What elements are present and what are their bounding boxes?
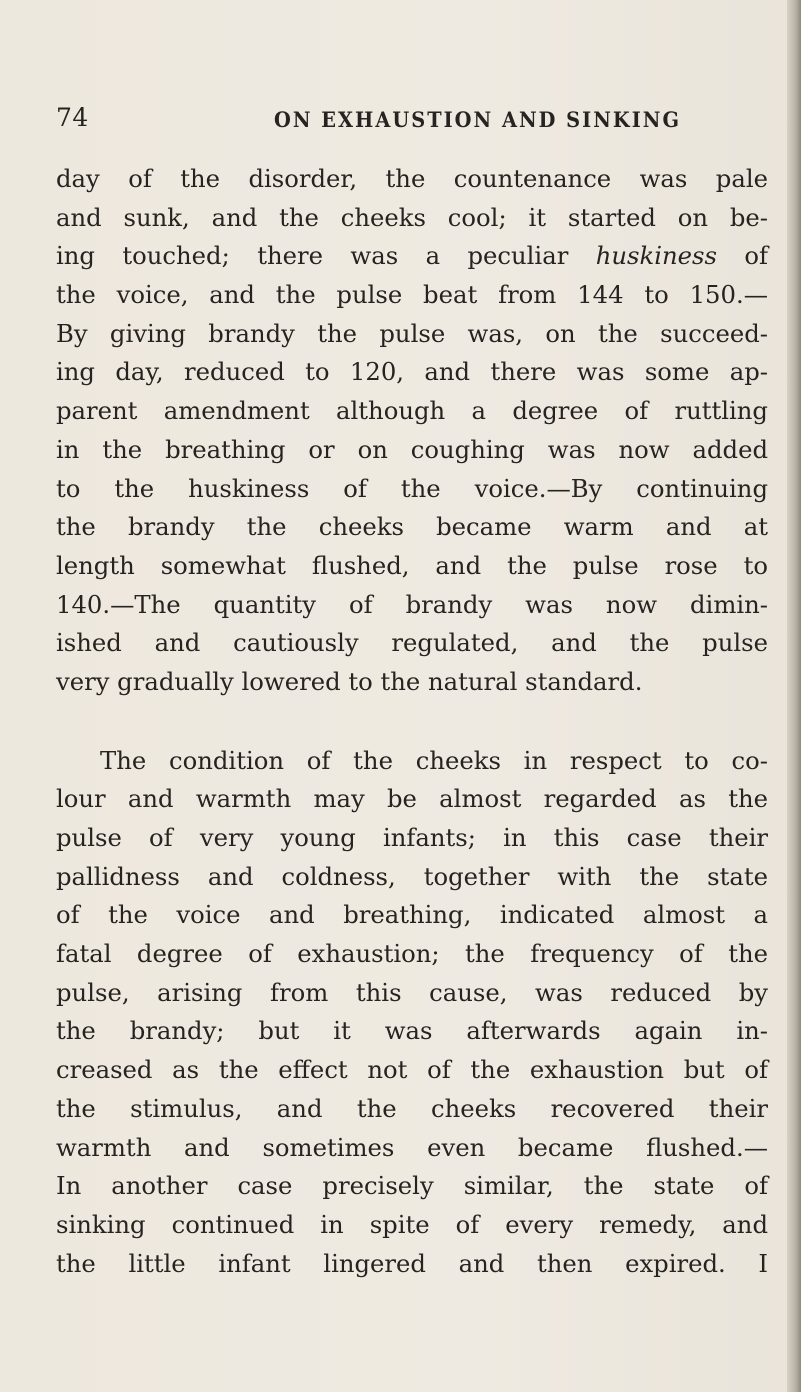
text-fragment: of (716, 241, 768, 271)
text-line: ished and cautiously regulated, and the pulse (56, 628, 768, 658)
text-line: lour and warmth may be almost regarded as the (56, 784, 768, 814)
text-line: pulse, arising from this cause, was reduced by (56, 977, 768, 1007)
text-line: 140.—The quantity of brandy was now dimin- (56, 589, 768, 619)
text-line: very gradually lowered to the natural standard. (56, 666, 643, 696)
text-line: ing day, reduced to 120, and there was some ap- (56, 357, 768, 387)
text-fragment: ing touched; there was a peculiar (56, 241, 596, 271)
text-line: creased as the effect not of the exhaustion but of (56, 1055, 768, 1085)
text-line: pulse of very young infants; in this case their (56, 823, 768, 852)
running-head (56, 103, 756, 139)
text-line: of the voice and breathing, indicated almost a (56, 900, 768, 930)
text-line: in the breathing or on coughing was now added (56, 434, 768, 464)
text-line: the voice, and the pulse beat from 144 to 150.— (56, 280, 768, 310)
text-line: warmth and sometimes even became flushed.— (56, 1132, 768, 1162)
paragraph-gap (56, 702, 768, 742)
paragraph-1 (56, 160, 768, 702)
text-line: to the huskiness of the voice.—By continuing (56, 473, 768, 503)
text-line: parent amendment although a degree of ruttling (56, 396, 768, 426)
italic-word: huskiness (595, 241, 717, 271)
text-line: fatal degree of exhaustion; the frequency of the (56, 939, 768, 969)
text-line: the brandy the cheeks became warm and at (56, 512, 768, 542)
body-text (56, 160, 768, 1283)
text-line: length somewhat flushed, and the pulse rose to (56, 550, 768, 580)
text-line: day of the disorder, the countenance was pale (56, 164, 768, 193)
text-line: The condition of the cheeks in respect to co- (100, 745, 768, 775)
paragraph-2 (56, 742, 768, 1284)
text-line: and sunk, and the cheeks cool; it started on be- (56, 202, 768, 232)
text-line: In another case precisely similar, the state of (56, 1171, 768, 1201)
page-number: 74 (56, 103, 89, 132)
chapter-title: ON EXHAUSTION AND SINKING (274, 107, 681, 132)
text-line: the little infant lingered and then expired. I (56, 1248, 768, 1278)
text-line (56, 237, 768, 276)
text-line: sinking continued in spite of every remedy, and (56, 1209, 768, 1239)
text-line: the stimulus, and the cheeks recovered their (56, 1093, 768, 1123)
text-line: the brandy; but it was afterwards again in- (56, 1016, 768, 1046)
text-line: By giving brandy the pulse was, on the succeed- (56, 318, 768, 348)
page-edge-shadow (787, 0, 801, 1392)
text-line: pallidness and coldness, together with the state (56, 861, 768, 891)
